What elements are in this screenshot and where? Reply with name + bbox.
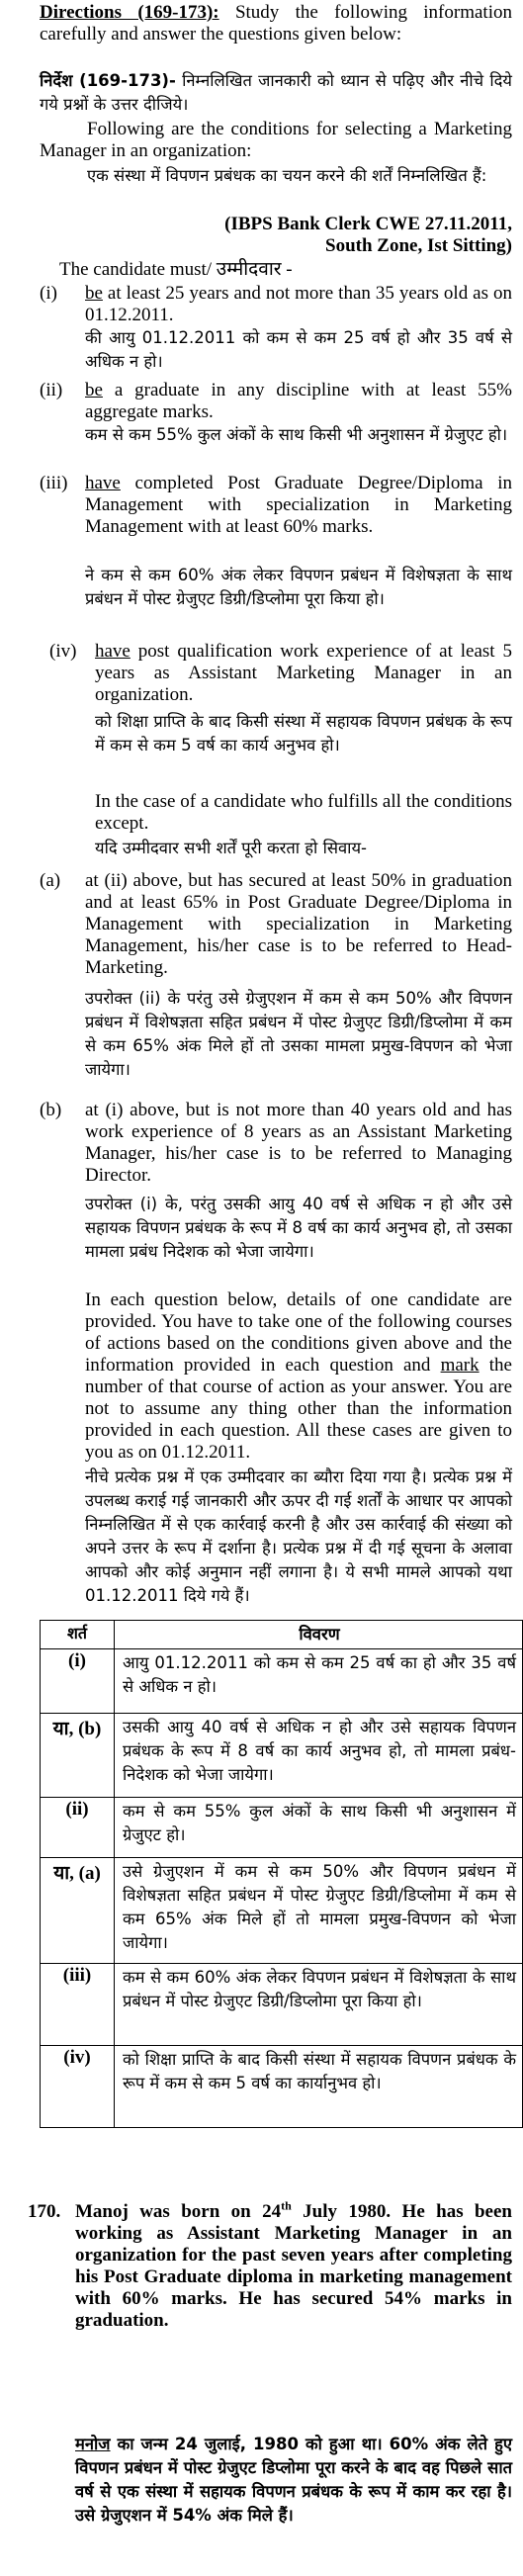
source-line-2: South Zone, Ist Sitting) bbox=[325, 235, 512, 256]
intro-text-hindi: एक संस्था में विपणन प्रबंधक का चयन करने की शर्तें निम्नलिखित हैं: bbox=[87, 166, 487, 185]
condition-1-number: (i) bbox=[40, 283, 57, 304]
table-row-key: (i) bbox=[41, 1649, 115, 1714]
table-row-value: आयु 01.12.2011 को कम से कम 25 वर्ष का हो और 35 वर्ष से अधिक न हो। bbox=[115, 1649, 523, 1714]
source-line-1: (IBPS Bank Clerk CWE 27.11.2011, bbox=[224, 214, 512, 234]
table-row bbox=[41, 1649, 523, 1714]
exception-b-text: at (i) above, but is not more than 40 years old and has work experience of 8 years as an Assistant Marketing Manager, his/her case is to be referred to Managing Director. bbox=[85, 1100, 512, 1186]
candidate-must-label: The candidate must/ उम्मीदवार - bbox=[59, 259, 293, 280]
table-row bbox=[41, 1964, 523, 2046]
condition-4-text: have post qualification work experience of at least 5 years as Assistant Marketing Manager in an organization. bbox=[95, 641, 512, 705]
table-row bbox=[41, 1714, 523, 1798]
exception-a-text: at (ii) above, but has secured at least 50% in graduation and at least 65% in Post Graduate Degree/Diploma in Management with specialization in Marketing Management, his/her case is to be referred to Head-Marketing. bbox=[85, 870, 512, 978]
directions-hindi-label: निर्देश (169-173)- bbox=[40, 71, 176, 90]
except-text-hindi: यदि उम्मीदवार सभी शर्तें पूरी करता हो सिवाय- bbox=[95, 839, 367, 857]
table-header-row bbox=[41, 1621, 523, 1649]
question-text-hindi: मनोज का जन्म 24 जुलाई, 1980 को हुआ था। 60% अंक लेते हुए विपणन प्रबंधन में पोस्ट ग्रेजुएट डिप्लोमा पूरा करने के बाद वह पिछले सात वर्ष से एक संस्था में सहायक विपणन प्रबंधक के रूप में काम कर रहा है। उसे ग्रेजुएशन में 54% अंक मिले हैं। bbox=[75, 2435, 512, 2525]
table-row-value: कम से कम 60% अंक लेकर विपणन प्रबंधन में विशेषज्ञता के साथ प्रबंधन में पोस्ट ग्रेजुएट डिग्री/डिप्लोमा पूरा किया हो। bbox=[115, 1964, 523, 2046]
question-text: Manoj was born on 24th July 1980. He has been working as Assistant Marketing Manager in an organization for the past seven years after completing his Post Graduate diploma in marketing management with 60% marks. He has secured 54% marks in graduation. bbox=[75, 2198, 512, 2331]
table-header-value: विवरण bbox=[115, 1621, 523, 1649]
table-row-key: (ii) bbox=[41, 1798, 115, 1858]
exception-b-hindi: उपरोक्त (i) के, परंतु उसकी आयु 40 वर्ष से अधिक न हो और उसे सहायक विपणन प्रबंधक के रूप में 8 वर्ष का कार्य अनुभव हो, तो उसका मामला प्रबंध निदेशक को भेजा जायेगा। bbox=[85, 1195, 512, 1261]
table-header-key: शर्त bbox=[41, 1621, 115, 1649]
table-row bbox=[41, 1798, 523, 1858]
instructions-text: In each question below, details of one candidate are provided. You have to take one of the following courses of actions based on the conditions given above and the information provided in each question and mark the number of that course of action as your answer. You are not to assume any thing other than the information provided in each question. All these cases are given to you as on 01.12.2011. bbox=[85, 1289, 512, 1463]
except-text: In the case of a candidate who fulfills all the conditions except. bbox=[95, 791, 512, 834]
table-row-value: कम से कम 55% कुल अंकों के साथ किसी भी अनुशासन में ग्रेजुएट हो। bbox=[115, 1798, 523, 1858]
exception-a-number: (a) bbox=[40, 870, 61, 891]
exception-a-hindi: उपरोक्त (ii) के परंतु उसे ग्रेजुएशन में कम से कम 50% और विपणन प्रबंधन में विशेषज्ञता सहित प्रबंधन में पोस्ट ग्रेजुएट डिग्री/डिप्लोमा में कम से कम 65% अंक मिले हों तो उसका मामला प्रमुख-विपणन को भेजा जायेगा। bbox=[85, 989, 512, 1079]
directions-hindi bbox=[40, 69, 512, 117]
table-row-key: या, (a) bbox=[41, 1858, 115, 1964]
condition-1-hindi: की आयु 01.12.2011 को कम से कम 25 वर्ष हो और 35 वर्ष से अधिक न हो। bbox=[85, 328, 512, 371]
condition-4-hindi: को शिक्षा प्राप्ति के बाद किसी संस्था में सहायक विपणन प्रबंधक के रूप में कम से कम 5 वर्ष का कार्य अनुभव हो। bbox=[95, 712, 512, 755]
table-row-value: उसे ग्रेजुएशन में कम से कम 50% और विपणन प्रबंधन में विशेषज्ञता सहित प्रबंधन में पोस्ट ग्रेजुएट डिग्री/डिप्लोमा में कम से कम 65% अंक मिले हों तो मामला प्रमुख-विपणन को भेजा जायेगा। bbox=[115, 1858, 523, 1964]
table-row-key: (iii) bbox=[41, 1964, 115, 2046]
table-row bbox=[41, 2046, 523, 2128]
condition-3-text: have completed Post Graduate Degree/Diploma in Management with specialization in Marketing Management with at least 60% marks. bbox=[85, 473, 512, 537]
question-number: 170. bbox=[28, 2201, 61, 2222]
directions-text: Study the following information carefully and answer the questions given below: bbox=[40, 2, 512, 44]
intro-text: Following are the conditions for selecting a Marketing Manager in an organization: bbox=[40, 119, 512, 161]
instructions-hindi: नीचे प्रत्येक प्रश्न में एक उम्मीदवार का ब्यौरा दिया गया है। प्रत्येक प्रश्न में उपलब्ध कराई गई जानकारी और ऊपर दी गई शर्तों के आधार पर आपको निम्नलिखित में से एक कार्रवाई करनी है और उस कार्रवाई की संख्या को अपने उत्तर के रूप में दर्शाना है। प्रत्येक प्रश्न में दी गई सूचना के अलावा आपको और कोई अनुमान नहीं लगाना है। ये सभी मामले आपको यथा 01.12.2011 दिये गये हैं। bbox=[85, 1467, 512, 1605]
condition-1-text: be at least 25 years and not more than 35 years old as on 01.12.2011. bbox=[85, 283, 512, 325]
condition-2-text: be a graduate in any discipline with at least 55% aggregate marks. bbox=[85, 380, 512, 422]
condition-2-hindi: कम से कम 55% कुल अंकों के साथ किसी भी अनुशासन में ग्रेजुएट हो। bbox=[85, 425, 508, 444]
table-row-key: (iv) bbox=[41, 2046, 115, 2128]
table-row-value: उसकी आयु 40 वर्ष से अधिक न हो और उसे सहायक विपणन प्रबंधक के रूप में 8 वर्ष का कार्य अनुभव हो, तो मामला प्रबंध-निदेशक को भेजा जायेगा। bbox=[115, 1714, 523, 1798]
table-row bbox=[41, 1858, 523, 1964]
directions-hindi-text: निम्नलिखित जानकारी को ध्यान से पढ़िए और नीचे दिये गये प्रश्नों के उत्तर दीजिये। bbox=[40, 71, 512, 114]
directions bbox=[40, 2, 512, 45]
table-row-key: या, (b) bbox=[41, 1714, 115, 1798]
condition-3-hindi: ने कम से कम 60% अंक लेकर विपणन प्रबंधन में विशेषज्ञता के साथ प्रबंधन में पोस्ट ग्रेजुएट डिग्री/डिप्लोमा पूरा किया हो। bbox=[85, 566, 512, 608]
criteria-table bbox=[40, 1620, 523, 2128]
directions-label: Directions (169-173): bbox=[40, 2, 219, 23]
condition-2-number: (ii) bbox=[40, 380, 63, 400]
exception-b-number: (b) bbox=[40, 1100, 62, 1120]
condition-4-number: (iv) bbox=[49, 641, 77, 662]
table-row-value: को शिक्षा प्राप्ति के बाद किसी संस्था में सहायक विपणन प्रबंधक के रूप में कम से कम 5 वर्ष का कार्यानुभव हो। bbox=[115, 2046, 523, 2128]
condition-3-number: (iii) bbox=[40, 473, 68, 493]
